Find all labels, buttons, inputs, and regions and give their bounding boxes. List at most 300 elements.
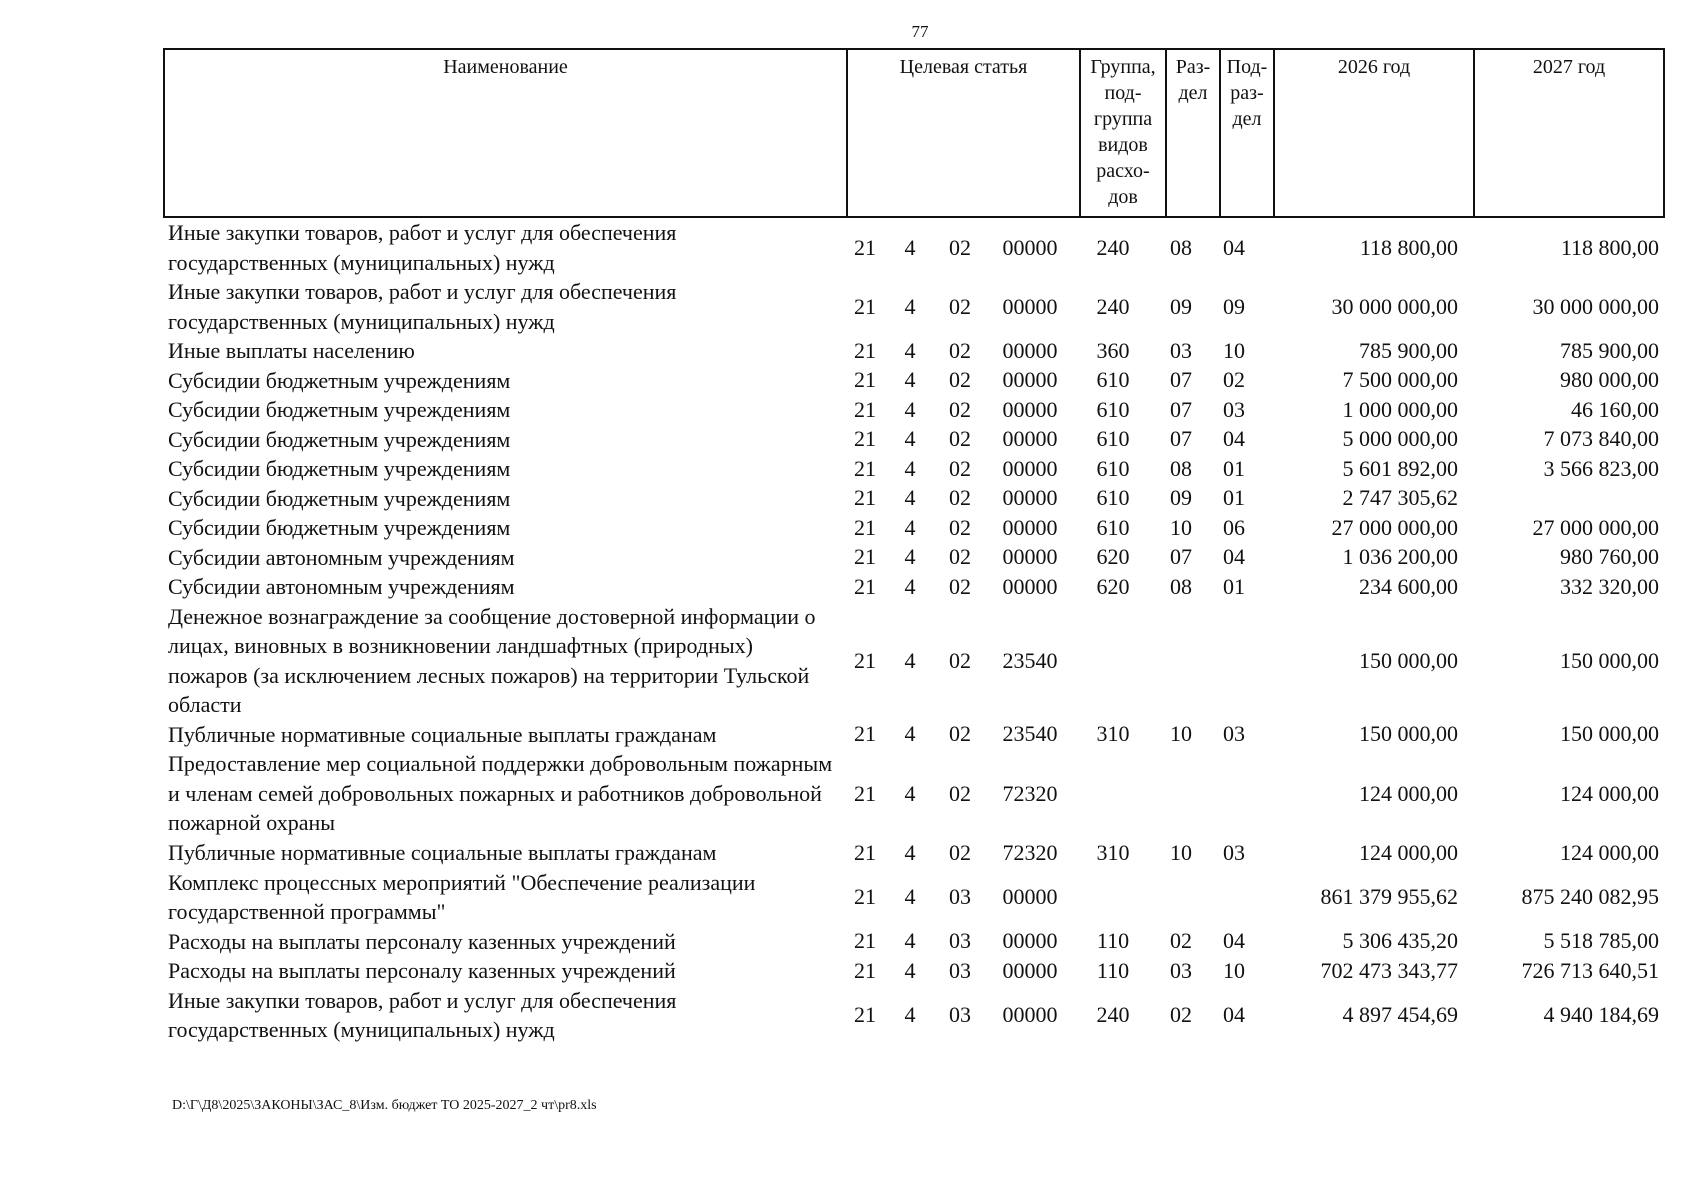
code-direction [990, 720, 1070, 750]
subsection-text: 06 [1223, 514, 1245, 540]
expense-group [1072, 543, 1154, 573]
code-type-text: 4 [904, 544, 916, 570]
table-row [0, 543, 1694, 573]
subsection-text: 10 [1223, 337, 1245, 363]
code-type-text: 4 [904, 884, 916, 909]
code-complex [935, 543, 985, 573]
section-text: 09 [1170, 485, 1192, 511]
code-complex-text: 02 [949, 544, 971, 570]
code-type [895, 366, 925, 396]
row-name-text: Субсидии автономным учреждениям [168, 544, 515, 570]
amount-2026 [1262, 425, 1458, 455]
code-complex-text: 03 [949, 884, 971, 909]
code-type-text: 4 [904, 367, 916, 393]
code-direction [990, 543, 1070, 573]
subsection [1208, 513, 1260, 543]
section [1155, 366, 1207, 396]
row-name [168, 749, 838, 838]
code-type [895, 927, 925, 957]
code-program [845, 720, 885, 750]
row-name-text: Расходы на выплаты персоналу казенных учреждений [168, 958, 676, 983]
expense-group-text: 610 [1096, 514, 1130, 540]
code-complex [935, 425, 985, 455]
amount-2027-text: 4 940 184,69 [1543, 1002, 1659, 1027]
expense-group [1072, 484, 1154, 514]
row-name [168, 986, 838, 1045]
amount-2026 [1262, 277, 1458, 336]
code-direction-text: 00000 [1002, 396, 1058, 422]
subsection-text: 04 [1223, 544, 1245, 570]
row-name-text: Иные закупки товаров, работ и услуг для обеспечения государственных (муниципальных) нужд [168, 279, 677, 334]
amount-2027-text: 150 000,00 [1560, 721, 1659, 747]
code-program-text: 21 [854, 839, 876, 865]
subsection [1208, 454, 1260, 484]
amount-2027 [1460, 454, 1659, 484]
code-program-text: 21 [854, 337, 876, 363]
code-complex-text: 02 [949, 780, 971, 806]
code-program [845, 513, 885, 543]
code-program-text: 21 [854, 957, 876, 983]
amount-2027-text: 980 000,00 [1560, 367, 1659, 393]
code-direction [990, 838, 1070, 868]
row-name-text: Субсидии бюджетным учреждениям [168, 485, 511, 511]
amount-2026-text: 118 800,00 [1359, 234, 1458, 260]
code-type [895, 218, 925, 277]
code-type-text: 4 [904, 514, 916, 540]
code-type [895, 602, 925, 720]
expense-group [1072, 454, 1154, 484]
expense-group [1072, 868, 1154, 927]
code-type-text: 4 [904, 485, 916, 511]
section [1155, 868, 1207, 927]
row-name-text: Субсидии автономным учреждениям [168, 574, 515, 599]
expense-group [1072, 602, 1154, 720]
code-program [845, 868, 885, 927]
amount-2026 [1262, 749, 1458, 838]
amount-2027-text: 5 518 785,00 [1543, 928, 1659, 954]
subsection [1208, 720, 1260, 750]
subsection-text: 09 [1223, 293, 1245, 319]
subsection [1208, 927, 1260, 957]
code-program [845, 218, 885, 277]
amount-2026-text: 30 000 000,00 [1331, 293, 1458, 319]
amount-2027-text: 150 000,00 [1560, 647, 1659, 673]
row-name [168, 454, 838, 484]
subsection [1208, 602, 1260, 720]
amount-2026-text: 785 900,00 [1359, 337, 1458, 363]
subsection-text: 03 [1223, 839, 1245, 865]
code-program-text: 21 [854, 367, 876, 393]
expense-group-text: 610 [1096, 485, 1130, 511]
code-direction-text: 72320 [1002, 839, 1058, 865]
section [1155, 927, 1207, 957]
row-name-text: Иные закупки товаров, работ и услуг для обеспечения государственных (муниципальных) нужд [168, 220, 677, 275]
code-complex [935, 868, 985, 927]
section-text: 10 [1170, 514, 1192, 540]
section-text: 08 [1170, 455, 1192, 481]
code-type [895, 838, 925, 868]
code-type [895, 484, 925, 514]
subsection-text: 04 [1223, 928, 1245, 954]
section-text: 10 [1170, 839, 1192, 865]
code-type [895, 986, 925, 1045]
amount-2026 [1262, 572, 1458, 602]
table-row [0, 513, 1694, 543]
expense-group [1072, 336, 1154, 366]
code-direction [990, 366, 1070, 396]
row-name-text: Субсидии бюджетным учреждениям [168, 426, 511, 452]
amount-2027-text: 726 713 640,51 [1521, 957, 1659, 983]
code-complex-text: 02 [949, 234, 971, 260]
table-row [0, 336, 1694, 366]
section-text: 02 [1170, 1002, 1192, 1027]
code-type [895, 277, 925, 336]
code-program-text: 21 [854, 721, 876, 747]
table-row [0, 956, 1694, 986]
table-row [0, 986, 1694, 1045]
subsection [1208, 395, 1260, 425]
code-direction-text: 00000 [1002, 544, 1058, 570]
code-program-text: 21 [854, 455, 876, 481]
header-target: Целевая статья [848, 50, 1081, 216]
amount-2027-text: 124 000,00 [1560, 780, 1659, 806]
code-type [895, 336, 925, 366]
code-program-text: 21 [854, 293, 876, 319]
table-row [0, 749, 1694, 838]
code-complex [935, 395, 985, 425]
header-name: Наименование [165, 50, 848, 216]
code-program [845, 986, 885, 1045]
amount-2026-text: 5 000 000,00 [1342, 426, 1458, 452]
code-direction [990, 602, 1070, 720]
footer-file-path: D:\Г\Д8\2025\ЗАКОНЫ\ЗАС_8\Изм. бюджет ТО 2025-2027_2 чт\pr8.xls [172, 1098, 597, 1113]
code-program-text: 21 [854, 544, 876, 570]
code-direction-text: 00000 [1002, 928, 1058, 954]
code-direction [990, 986, 1070, 1045]
table-row [0, 927, 1694, 957]
code-type-text: 4 [904, 455, 916, 481]
amount-2026-text: 4 897 454,69 [1342, 1002, 1458, 1027]
code-type [895, 868, 925, 927]
code-complex-text: 02 [949, 426, 971, 452]
subsection [1208, 366, 1260, 396]
section-text: 08 [1170, 234, 1192, 260]
code-complex-text: 02 [949, 721, 971, 747]
subsection [1208, 336, 1260, 366]
code-type-text: 4 [904, 647, 916, 673]
code-type-text: 4 [904, 957, 916, 983]
section [1155, 543, 1207, 573]
code-type [895, 543, 925, 573]
table-body [0, 218, 1694, 1045]
header-razdel: Раз- дел [1167, 50, 1221, 216]
table-row [0, 395, 1694, 425]
table-row [0, 425, 1694, 455]
header-2026: 2026 год [1275, 50, 1475, 216]
row-name [168, 513, 838, 543]
code-complex-text: 02 [949, 514, 971, 540]
row-name [168, 484, 838, 514]
row-name-text: Комплекс процессных мероприятий "Обеспечение реализации государственной программы" [168, 869, 756, 924]
code-program-text: 21 [854, 780, 876, 806]
subsection-text: 01 [1223, 573, 1245, 599]
amount-2026-text: 124 000,00 [1359, 780, 1458, 806]
code-direction [990, 484, 1070, 514]
amount-2026 [1262, 986, 1458, 1045]
table-row [0, 454, 1694, 484]
section [1155, 484, 1207, 514]
subsection-text: 04 [1223, 234, 1245, 260]
section [1155, 720, 1207, 750]
expense-group-text: 110 [1096, 957, 1130, 983]
table-header [163, 48, 1665, 218]
code-complex-text: 03 [949, 928, 971, 954]
code-complex [935, 602, 985, 720]
code-direction-text: 23540 [1002, 721, 1058, 747]
code-type [895, 425, 925, 455]
amount-2027 [1460, 366, 1659, 396]
amount-2027 [1460, 543, 1659, 573]
amount-2027-text: 30 000 000,00 [1532, 293, 1659, 319]
code-direction [990, 956, 1070, 986]
amount-2027 [1460, 218, 1659, 277]
code-program [845, 572, 885, 602]
section [1155, 454, 1207, 484]
expense-group [1072, 838, 1154, 868]
table-row [0, 572, 1694, 602]
code-complex [935, 366, 985, 396]
code-direction-text: 00000 [1002, 426, 1058, 452]
code-complex-text: 02 [949, 573, 971, 599]
subsection-text: 01 [1223, 455, 1245, 481]
row-name-text: Предоставление мер социальной поддержки добровольным пожарным и членам семей добровольных пожарных и работников добровольной пожарной охраны [168, 751, 833, 836]
code-direction-text: 72320 [1002, 780, 1058, 806]
amount-2027 [1460, 602, 1659, 720]
code-direction [990, 454, 1070, 484]
section-text: 08 [1170, 573, 1192, 599]
amount-2026 [1262, 484, 1458, 514]
code-direction [990, 277, 1070, 336]
code-program-text: 21 [854, 928, 876, 954]
section-text: 07 [1170, 367, 1192, 393]
expense-group [1072, 572, 1154, 602]
row-name-text: Иные закупки товаров, работ и услуг для обеспечения государственных (муниципальных) нужд [168, 987, 677, 1042]
amount-2027 [1460, 513, 1659, 543]
table-row [0, 277, 1694, 336]
code-complex [935, 720, 985, 750]
amount-2027-text: 118 800,00 [1560, 234, 1659, 260]
code-program-text: 21 [854, 884, 876, 909]
section [1155, 572, 1207, 602]
code-program [845, 277, 885, 336]
expense-group [1072, 927, 1154, 957]
code-direction-text: 00000 [1002, 1002, 1058, 1027]
section-text: 10 [1170, 721, 1192, 747]
expense-group [1072, 277, 1154, 336]
subsection [1208, 484, 1260, 514]
amount-2027 [1460, 277, 1659, 336]
amount-2026 [1262, 838, 1458, 868]
code-direction [990, 218, 1070, 277]
code-program-text: 21 [854, 426, 876, 452]
code-direction-text: 00000 [1002, 485, 1058, 511]
section [1155, 513, 1207, 543]
amount-2026 [1262, 366, 1458, 396]
amount-2026-text: 1 000 000,00 [1342, 396, 1458, 422]
table-row [0, 366, 1694, 396]
code-program-text: 21 [854, 485, 876, 511]
amount-2027 [1460, 484, 1659, 514]
amount-2027 [1460, 572, 1659, 602]
table-row [0, 868, 1694, 927]
amount-2026-text: 2 747 305,62 [1342, 485, 1458, 511]
subsection-text: 01 [1223, 485, 1245, 511]
row-name [168, 366, 838, 396]
subsection [1208, 749, 1260, 838]
amount-2027 [1460, 720, 1659, 750]
code-complex [935, 927, 985, 957]
amount-2027 [1460, 749, 1659, 838]
code-program [845, 602, 885, 720]
code-direction-text: 00000 [1002, 367, 1058, 393]
code-direction-text: 23540 [1002, 647, 1058, 673]
section [1155, 425, 1207, 455]
amount-2026 [1262, 454, 1458, 484]
code-complex [935, 838, 985, 868]
code-complex [935, 956, 985, 986]
row-name-text: Денежное вознаграждение за сообщение достоверной информации о лицах, виновных в возникновении ландшафтных (природных) пожаров (за исключением лесных пожаров) на территории Тульской области [168, 603, 816, 717]
code-complex-text: 02 [949, 839, 971, 865]
row-name [168, 868, 838, 927]
expense-group [1072, 425, 1154, 455]
amount-2027 [1460, 425, 1659, 455]
subsection [1208, 218, 1260, 277]
subsection [1208, 572, 1260, 602]
code-program [845, 484, 885, 514]
code-complex [935, 749, 985, 838]
amount-2026-text: 1 036 200,00 [1342, 544, 1458, 570]
code-complex [935, 986, 985, 1045]
section-text: 07 [1170, 544, 1192, 570]
expense-group-text: 610 [1096, 367, 1130, 393]
code-complex-text: 02 [949, 647, 971, 673]
code-program [845, 336, 885, 366]
expense-group [1072, 395, 1154, 425]
code-type [895, 513, 925, 543]
code-complex-text: 02 [949, 367, 971, 393]
section [1155, 336, 1207, 366]
amount-2026 [1262, 956, 1458, 986]
amount-2026-text: 5 601 892,00 [1342, 455, 1458, 481]
code-direction-text: 00000 [1002, 337, 1058, 363]
code-complex [935, 277, 985, 336]
code-direction-text: 00000 [1002, 455, 1058, 481]
section [1155, 956, 1207, 986]
section [1155, 602, 1207, 720]
section [1155, 838, 1207, 868]
expense-group-text: 240 [1096, 1002, 1130, 1027]
amount-2026-text: 7 500 000,00 [1342, 367, 1458, 393]
code-complex [935, 336, 985, 366]
expense-group [1072, 513, 1154, 543]
code-complex-text: 03 [949, 957, 971, 983]
amount-2026 [1262, 602, 1458, 720]
amount-2027 [1460, 986, 1659, 1045]
table-row [0, 602, 1694, 720]
row-name-text: Субсидии бюджетным учреждениям [168, 367, 511, 393]
code-program-text: 21 [854, 514, 876, 540]
expense-group-text: 610 [1096, 426, 1130, 452]
expense-group-text: 620 [1096, 573, 1130, 599]
subsection-text: 10 [1223, 957, 1245, 983]
expense-group-text: 240 [1096, 293, 1130, 319]
section-text: 02 [1170, 928, 1192, 954]
code-direction-text: 00000 [1002, 293, 1058, 319]
code-program [845, 454, 885, 484]
amount-2026 [1262, 336, 1458, 366]
code-direction [990, 927, 1070, 957]
code-program [845, 366, 885, 396]
code-complex-text: 02 [949, 396, 971, 422]
code-type [895, 395, 925, 425]
row-name-text: Иные выплаты населению [168, 338, 415, 363]
header-group: Группа, под- группа видов расхо- дов [1081, 50, 1167, 216]
code-direction [990, 513, 1070, 543]
row-name [168, 425, 838, 455]
subsection [1208, 425, 1260, 455]
expense-group-text: 610 [1096, 455, 1130, 481]
amount-2026 [1262, 927, 1458, 957]
amount-2027 [1460, 838, 1659, 868]
header-podrazdel: Под- раз- дел [1221, 50, 1275, 216]
code-type [895, 454, 925, 484]
row-name [168, 572, 838, 602]
amount-2026-text: 124 000,00 [1359, 839, 1458, 865]
row-name [168, 956, 838, 986]
section [1155, 218, 1207, 277]
amount-2027-text: 3 566 823,00 [1543, 455, 1659, 481]
code-program-text: 21 [854, 573, 876, 599]
code-program [845, 927, 885, 957]
amount-2026-text: 5 306 435,20 [1342, 928, 1458, 954]
amount-2026 [1262, 868, 1458, 927]
section [1155, 749, 1207, 838]
amount-2026-text: 234 600,00 [1359, 573, 1458, 599]
header-2027: 2027 год [1532, 56, 1606, 78]
amount-2026-text: 150 000,00 [1359, 647, 1458, 673]
amount-2027-text: 46 160,00 [1571, 396, 1659, 422]
code-complex [935, 513, 985, 543]
subsection [1208, 543, 1260, 573]
code-type [895, 956, 925, 986]
amount-2027-text: 785 900,00 [1560, 337, 1659, 363]
expense-group [1072, 986, 1154, 1045]
code-type [895, 572, 925, 602]
amount-2026 [1262, 720, 1458, 750]
subsection [1208, 956, 1260, 986]
row-name-text: Субсидии бюджетным учреждениям [168, 515, 511, 540]
code-direction-text: 00000 [1002, 884, 1058, 909]
amount-2027-text: 875 240 082,95 [1521, 884, 1659, 909]
code-type-text: 4 [904, 839, 916, 865]
expense-group-text: 310 [1096, 839, 1130, 865]
row-name-text: Публичные нормативные социальные выплаты гражданам [168, 721, 717, 747]
row-name [168, 602, 838, 720]
amount-2027-text: 27 000 000,00 [1532, 514, 1659, 540]
row-name [168, 838, 838, 868]
section-text: 03 [1170, 957, 1192, 983]
section-text: 09 [1170, 293, 1192, 319]
